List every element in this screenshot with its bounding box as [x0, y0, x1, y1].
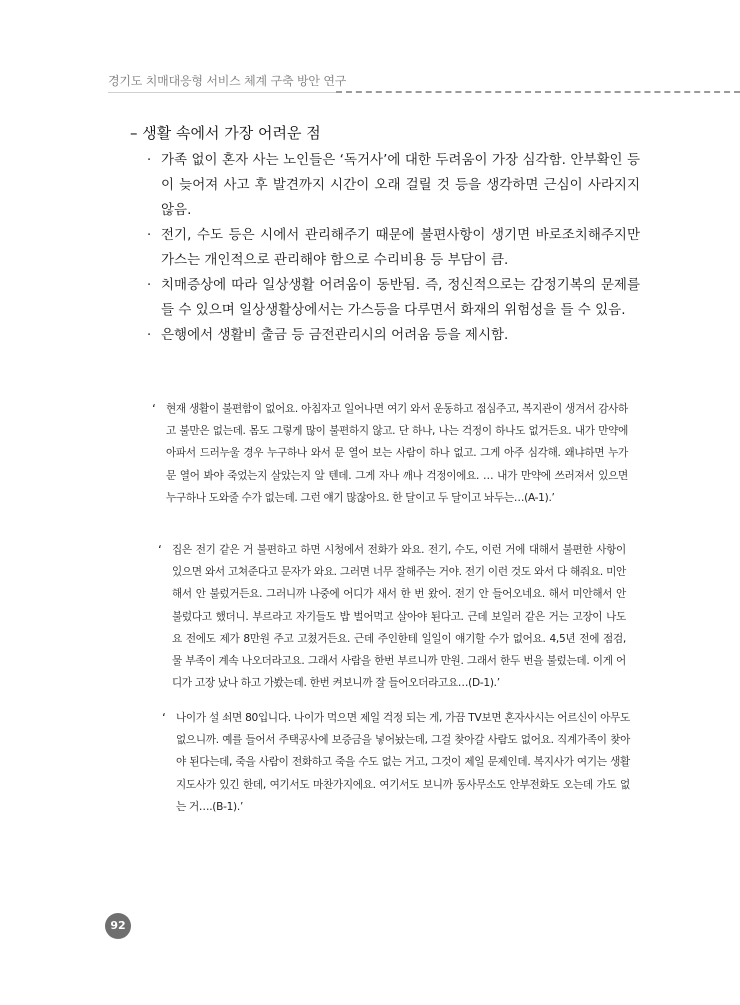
quote-mark: ‘ [162, 711, 166, 725]
main-section [130, 122, 640, 348]
interview-quote-1 [152, 398, 628, 509]
interview-quote-2 [158, 539, 626, 694]
bullet-text: 치매증상에 따라 일상생활 어려움이 동반됨. 즉, 정신적으로는 감정기복의 문제를 들 수 있으며 일상생활상에서는 가스등을 다루면서 화재의 위험성을 들 수 있음. [161, 277, 640, 318]
bullet-text: 가족 없이 혼자 사는 노인들은 ‘독거사’에 대한 두려움이 가장 심각함. 안부확인 등이 늦어져 사고 후 발견까지 시간이 오래 걸릴 것 등을 생각하면 근심이 사라지지 않음. [161, 152, 640, 218]
quote-text: 현재 생활이 불편함이 없어요. 아침자고 일어나면 여기 와서 운동하고 점심주고, 복지관이 생겨서 감사하고 불만은 없는데. 몸도 그렇게 많이 불편하지 않고. 단 하나, 나는 걱정이 하나도 없거든요. 내가 만약에 아파서 드러누울 경우 누구하나 와서 문 열어 보는 사람이 하나 없고. 그게 아주 심각해. 왜냐하면 누가 문 열어 봐야 죽었는지 살았는지 알 텐데. 그게 자나 깨나 걱정이에요. … 내가 만약에 쓰러져서 있으면 누구하나 도와줄 수가 없는데. 그런 얘기 많잖아요. 한 달이고 두 달이고 놔두는…(A-1).’ [166, 403, 628, 504]
bullet-item [130, 323, 640, 348]
header-rule [108, 92, 338, 93]
header-dashed-line [336, 91, 740, 93]
quote-text: 집은 전기 같은 거 불편하고 하면 시청에서 전화가 와요. 전기, 수도, 이런 거에 대해서 불편한 사항이 있으면 와서 고쳐준다고 문자가 와요. 그러면 너무 잘해주는 거야. 전기 이런 것도 와서 다 해줘요. 미안해서 안 불렀거든요. 그러니까 나중에 어디가 새서 한 번 왔어. 전기 안 들어오네요. 해서 미안해서 안 불렀다고 했더니. 부르라고 자기들도 밥 벌어먹고 살아야 된다고. 근데 보일러 같은 거는 고장이 나도 요 전에도 제가 8만원 주고 고쳤거든요. 근데 주인한테 일일이 얘기할 수가 없어요. 4,5년 전에 점검, 물 부족이 계속 나오더라고요. 그래서 사람을 한번 부르니까 만원. 그래서 한두 번을 불렀는데. 이게 어디가 고장 났나 하고 가봤는데. 한번 켜보니까 잘 들어오더라고요…(D-1).’ [172, 544, 626, 690]
bullet-list [130, 148, 640, 348]
bullet-text: 은행에서 생활비 출금 등 금전관리시의 어려움 등을 제시함. [161, 327, 509, 343]
quote-text: 나이가 설 쇠면 80입니다. 나이가 먹으면 제일 걱정 되는 게, 가끔 TV보면 혼자사시는 어르신이 아무도 없으니까. 예를 들어서 주택공사에 보증금을 넣어놨는데, 그걸 찾아갈 사람도 없어요. 직계가족이 찾아야 된다는데, 죽을 사람이 전화하고 죽을 수도 없는 거고, 그것이 제일 문제인데. 복지사가 여기는 생활지도사가 있긴 한데, 여기서도 마찬가지에요. 여기서도 보니까 동사무소도 안부전화도 오는데 가도 없는 거….(B-1).’ [176, 712, 630, 813]
bullet-dot-icon: · [147, 228, 152, 243]
bullet-dot-icon: · [147, 278, 152, 293]
bullet-text: 전기, 수도 등은 시에서 관리해주기 때문에 불편사항이 생기면 바로조치해주지만 가스는 개인적으로 관리해야 함으로 수리비용 등 부담이 큼. [161, 227, 640, 268]
section-title: – 생활 속에서 가장 어려운 점 [130, 124, 321, 142]
running-header-title: 경기도 치매대응형 서비스 체계 구축 방안 연구 [108, 74, 347, 88]
quote-mark: ‘ [158, 543, 162, 557]
interview-quote-3 [162, 707, 630, 818]
bullet-item [130, 273, 640, 323]
quote-mark: ‘ [152, 402, 156, 416]
bullet-item [130, 148, 640, 223]
page-number-badge: 92 [105, 913, 131, 939]
bullet-dot-icon: · [147, 153, 152, 168]
bullet-item [130, 223, 640, 273]
bullet-dot-icon: · [147, 328, 152, 343]
